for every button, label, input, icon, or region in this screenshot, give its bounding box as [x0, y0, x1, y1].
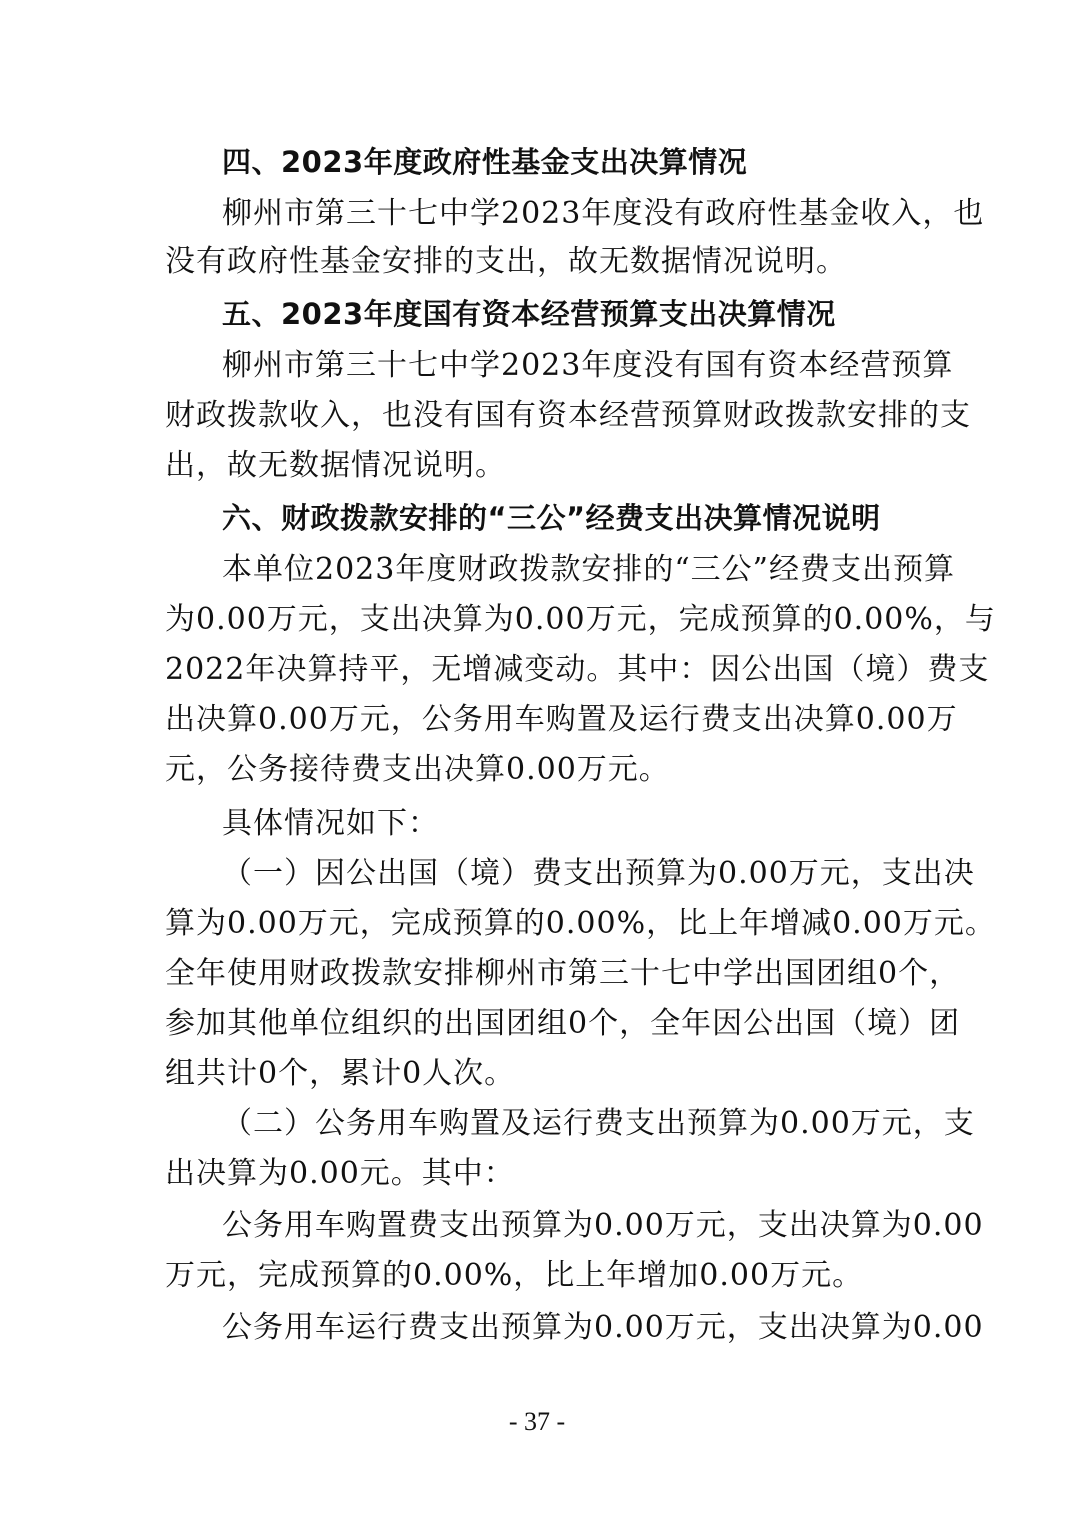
page-number: - 37 - [508, 1407, 566, 1436]
paragraph-line: 为0.00万元，支出决算为0.00万元，完成预算的0.00%，与 [165, 602, 996, 637]
section-5-heading: 五、2023年度国有资本经营预算支出决算情况 [222, 297, 836, 331]
paragraph-line: 没有政府性基金安排的支出，故无数据情况说明。 [165, 244, 847, 279]
paragraph-line: 出决算为0.00元。其中： [165, 1156, 515, 1191]
paragraph-line: 柳州市第三十七中学2023年度没有国有资本经营预算 [222, 348, 954, 383]
paragraph-line: 2022年决算持平，无增减变动。其中：因公出国（境）费支 [165, 652, 990, 687]
paragraph-line: 元，公务接待费支出决算0.00万元。 [165, 752, 670, 787]
paragraph-line: 万元，完成预算的0.00%，比上年增加0.00万元。 [165, 1258, 864, 1293]
paragraph-line: （二）公务用车购置及运行费支出预算为0.00万元，支 [222, 1106, 975, 1141]
section-4-heading: 四、2023年度政府性基金支出决算情况 [222, 145, 748, 179]
paragraph-line: 财政拨款收入，也没有国有资本经营预算财政拨款安排的支 [165, 398, 971, 433]
paragraph-line: （一）因公出国（境）费支出预算为0.00万元，支出决 [222, 856, 975, 891]
paragraph-line: 组共计0个，累计0人次。 [165, 1056, 516, 1091]
paragraph-line: 参加其他单位组织的出国团组0个，全年因公出国（境）团 [165, 1006, 961, 1041]
paragraph-line: 公务用车购置费支出预算为0.00万元，支出决算为0.00 [222, 1208, 984, 1243]
paragraph-line: 柳州市第三十七中学2023年度没有政府性基金收入，也 [222, 196, 985, 231]
paragraph-line: 算为0.00万元，完成预算的0.00%，比上年增减0.00万元。 [165, 906, 996, 941]
paragraph-line: 出，故无数据情况说明。 [165, 448, 506, 483]
detail-label: 具体情况如下： [222, 806, 439, 841]
paragraph-line: 出决算0.00万元，公务用车购置及运行费支出决算0.00万 [165, 702, 958, 737]
section-6-heading: 六、财政拨款安排的“三公”经费支出决算情况说明 [222, 501, 881, 535]
paragraph-line: 全年使用财政拨款安排柳州市第三十七中学出国团组0个， [165, 956, 961, 991]
paragraph-line: 公务用车运行费支出预算为0.00万元，支出决算为0.00 [222, 1310, 984, 1345]
paragraph-line: 本单位2023年度财政拨款安排的“三公”经费支出预算 [222, 552, 956, 587]
